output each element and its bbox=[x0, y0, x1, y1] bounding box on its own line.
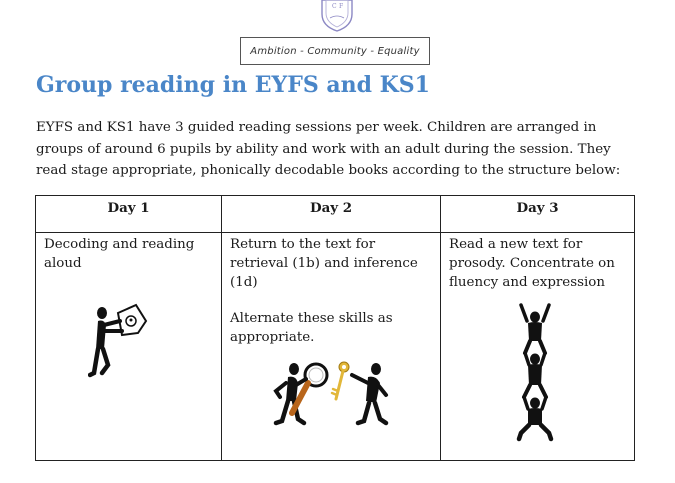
header-day-3: Day 3 bbox=[441, 196, 635, 233]
table-header-row bbox=[36, 196, 635, 233]
day-2-note: Alternate these skills as appropriate. bbox=[230, 311, 393, 345]
day-2-cell bbox=[222, 233, 441, 461]
table-row bbox=[36, 233, 635, 461]
day-3-cell bbox=[441, 233, 635, 461]
header-day-1: Day 1 bbox=[36, 196, 222, 233]
school-motto: Ambition - Community - Equality bbox=[240, 37, 430, 65]
day-1-cell bbox=[36, 233, 222, 461]
figures-magnifier-key-icon bbox=[272, 361, 392, 433]
figure-holding-book-icon bbox=[88, 301, 148, 381]
school-crest-icon bbox=[318, 0, 356, 32]
day-1-text: Decoding and reading aloud bbox=[44, 237, 195, 271]
page-title: Group reading in EYFS and KS1 bbox=[36, 72, 430, 98]
header-day-2: Day 2 bbox=[222, 196, 441, 233]
svg-text:F: F bbox=[339, 3, 344, 10]
figures-stacked-tower-icon bbox=[515, 301, 555, 443]
reading-schedule-table bbox=[35, 195, 635, 461]
day-3-text: Read a new text for prosody. Concentrate on fluency and expression bbox=[449, 237, 615, 290]
intro-paragraph: EYFS and KS1 have 3 guided reading sessions per week. Children are arranged in groups of around 6 pupils by ability and work with an adult during the session. They read stage appropriate, phonically decodable books according to the structure below: bbox=[36, 120, 621, 178]
day-2-text: Return to the text for retrieval (1b) and inference (1d) bbox=[230, 237, 418, 290]
svg-text:C: C bbox=[332, 3, 337, 10]
